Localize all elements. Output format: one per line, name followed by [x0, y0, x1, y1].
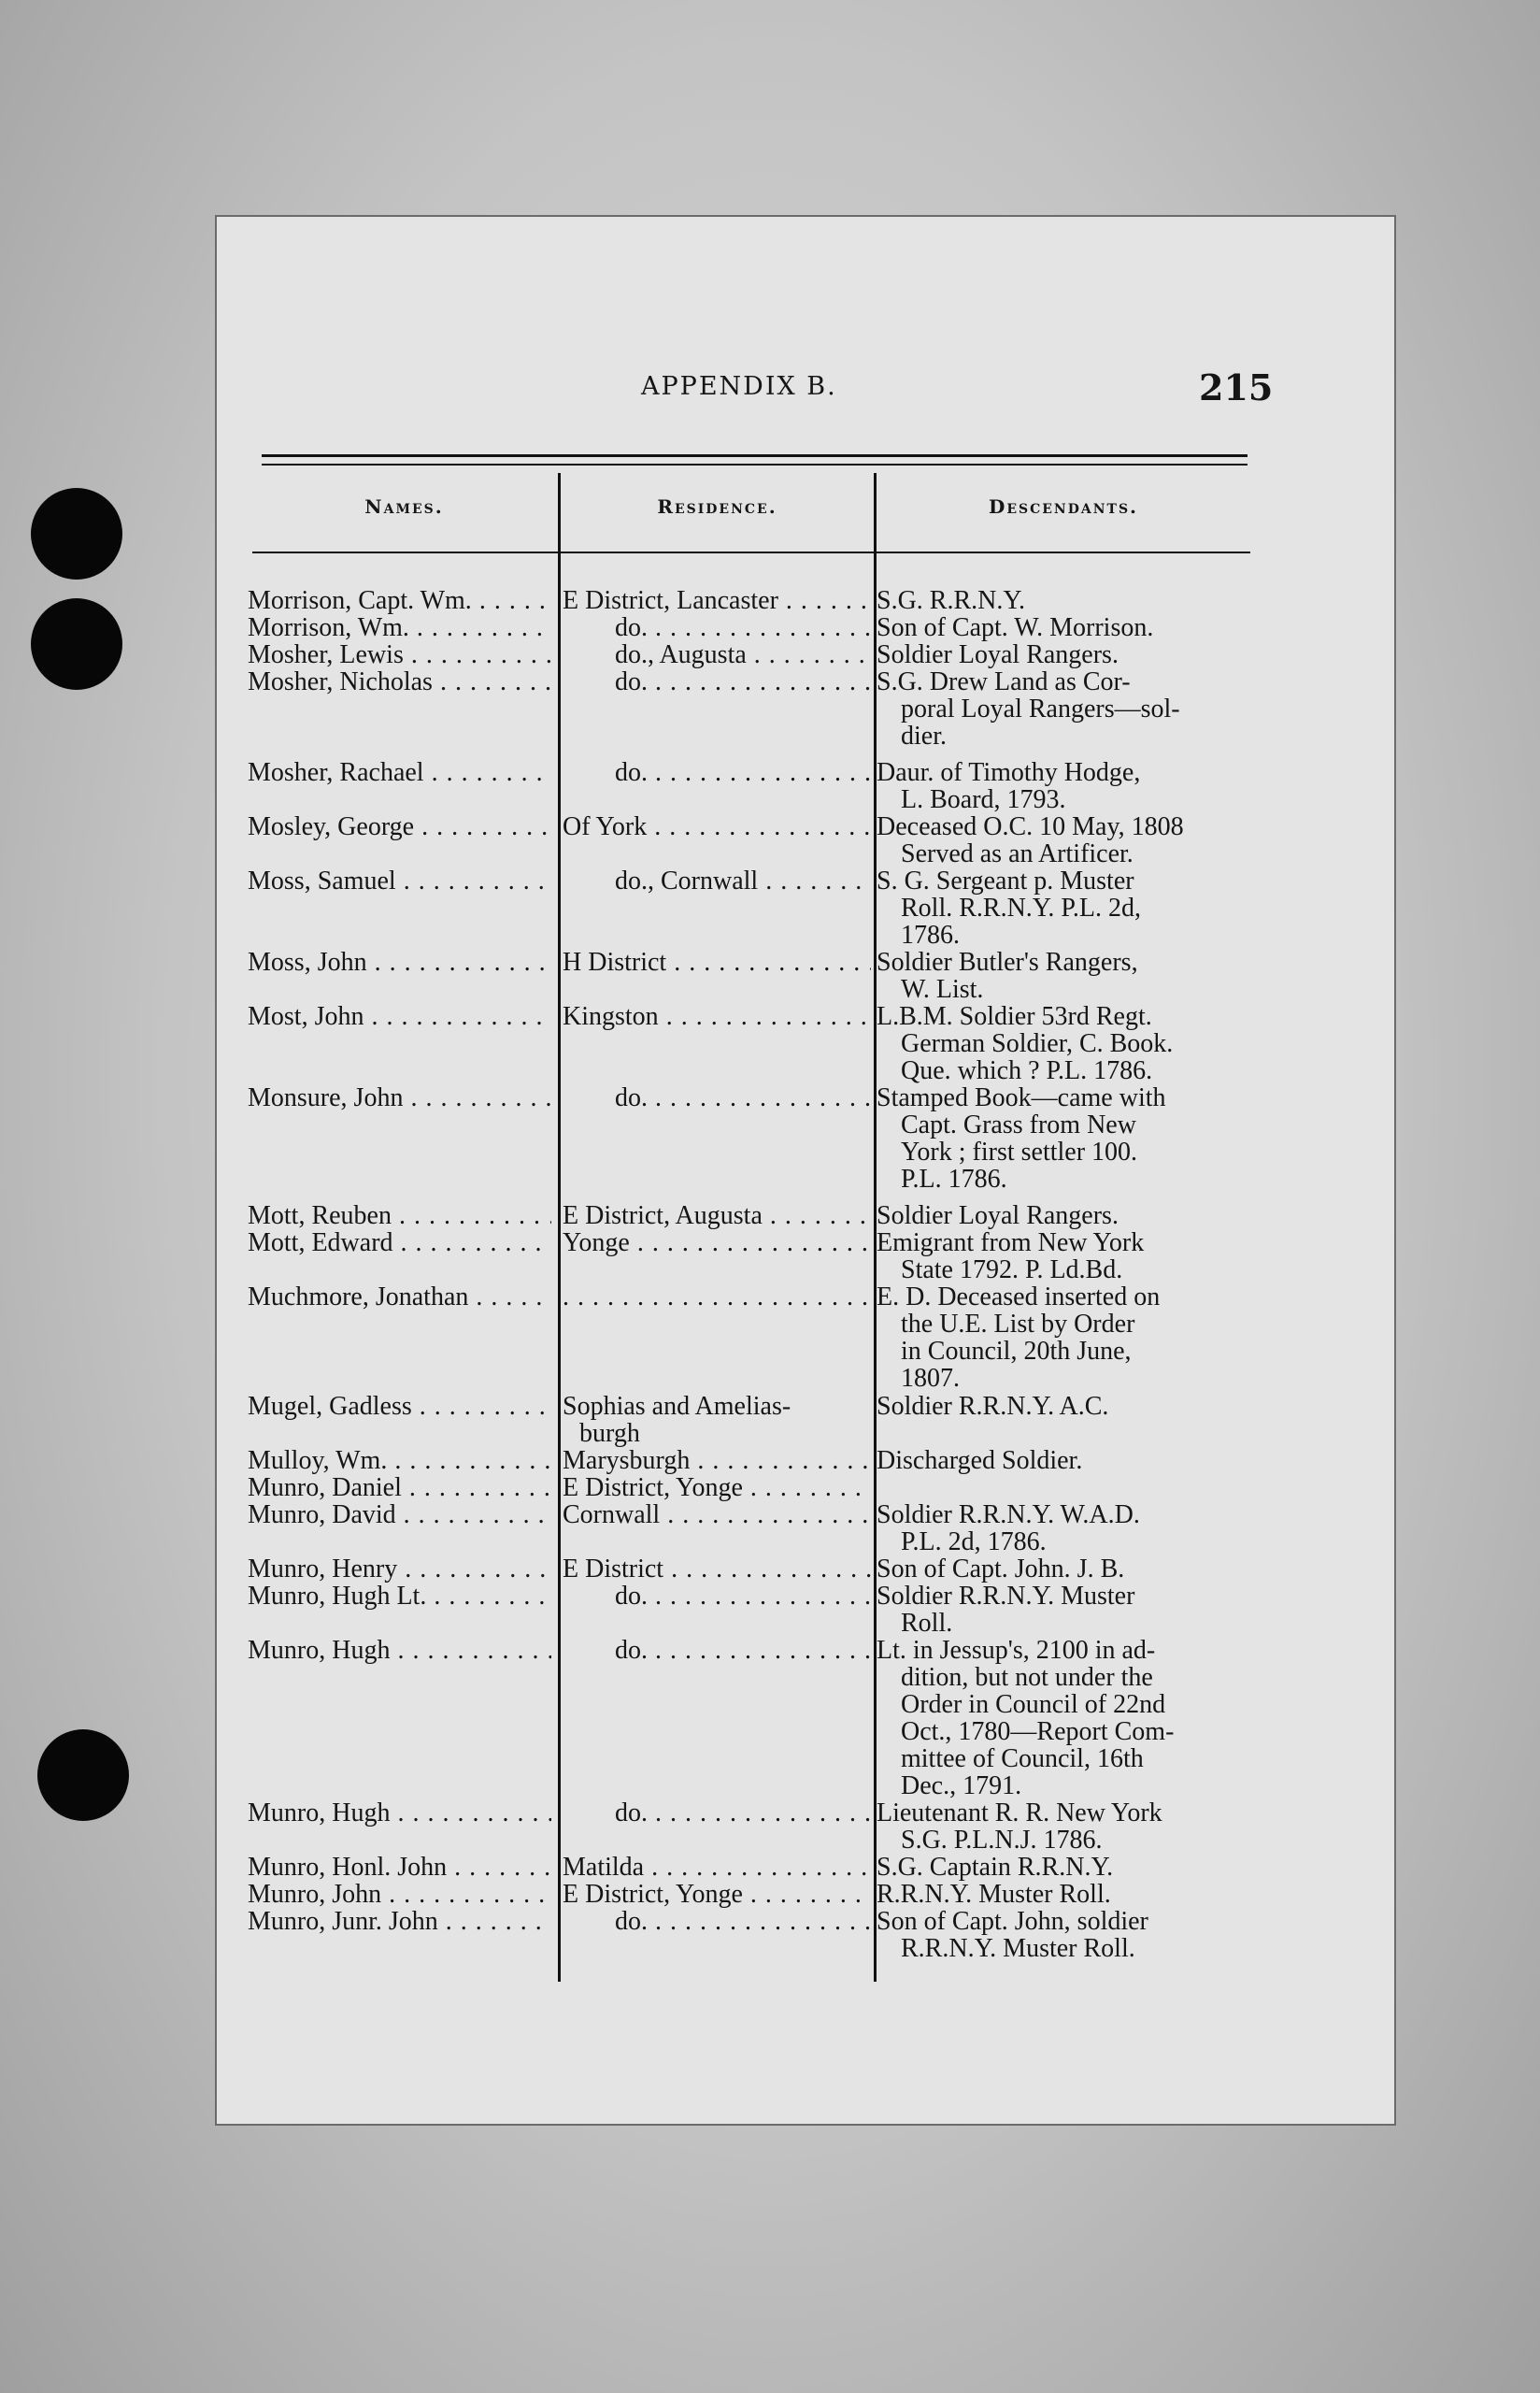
- descendants-line: German Soldier, C. Book.: [901, 1029, 1174, 1058]
- descendants-line: S.G. R.R.N.Y.: [877, 586, 1025, 615]
- row-name: Munro, Hugh . . .: [248, 1799, 551, 1827]
- row-descendants: [877, 614, 1250, 641]
- row-name: Morrison, Capt. Wm. . . .: [248, 587, 551, 614]
- descendants-line: Oct., 1780—Report Com-: [901, 1717, 1175, 1746]
- row-name: Munro, Junr. John . . .: [248, 1908, 551, 1935]
- row-descendants: [877, 1854, 1250, 1881]
- row-residence: do. . . .: [563, 759, 871, 786]
- descendants-line: Soldier R.R.N.Y. A.C.: [877, 1392, 1109, 1421]
- row-residence-continued: burgh: [579, 1420, 640, 1447]
- row-residence: E District, Yonge . . .: [563, 1881, 871, 1908]
- descendants-line: Roll. R.R.N.Y. P.L. 2d,: [901, 894, 1141, 923]
- descendants-line: S.G. P.L.N.J. 1786.: [901, 1826, 1103, 1855]
- row-residence: Kingston . . .: [563, 1003, 871, 1030]
- row-descendants: [877, 1501, 1250, 1555]
- column-header-descendants: Descendants.: [988, 495, 1139, 518]
- descendants-line: W. List.: [901, 975, 984, 1004]
- row-descendants: [877, 641, 1250, 668]
- descendants-line: Soldier Loyal Rangers.: [877, 640, 1119, 669]
- row-residence: [563, 1283, 871, 1311]
- row-name: Mulloy, Wm. . . .: [248, 1447, 551, 1474]
- row-descendants: [877, 1583, 1250, 1637]
- descendants-line: Lieutenant R. R. New York: [877, 1798, 1162, 1827]
- descendants-line: Emigrant from New York: [877, 1228, 1145, 1257]
- row-descendants: [877, 1283, 1250, 1392]
- row-residence: do. . . .: [563, 1084, 871, 1111]
- row-residence: do. . . .: [563, 1583, 871, 1610]
- row-name: Mott, Edward . . .: [248, 1229, 551, 1256]
- row-descendants: [877, 1908, 1250, 1962]
- row-residence: do. . . .: [563, 1908, 871, 1935]
- descendants-line: Roll.: [901, 1609, 953, 1638]
- row-residence: do. . . .: [563, 1637, 871, 1664]
- descendants-line: Son of Capt. W. Morrison.: [877, 613, 1154, 642]
- row-descendants: [877, 867, 1250, 949]
- row-residence: E District, Lancaster . . .: [563, 587, 871, 614]
- descendants-line: Deceased O.C. 10 May, 1808: [877, 812, 1184, 841]
- row-name: Mugel, Gadless . . .: [248, 1393, 551, 1420]
- row-residence: Of York . . .: [563, 813, 871, 840]
- descendants-line: Que. which ? P.L. 1786.: [901, 1056, 1153, 1085]
- row-residence: do. . . .: [563, 614, 871, 641]
- row-name: Mosher, Rachael . . .: [248, 759, 551, 786]
- descendants-line: poral Loyal Rangers—sol-: [901, 695, 1180, 724]
- descendants-line: State 1792. P. Ld.Bd.: [901, 1255, 1123, 1284]
- descendants-line: Order in Council of 22nd: [901, 1690, 1166, 1719]
- descendants-line: Son of Capt. John, soldier: [877, 1907, 1148, 1936]
- row-descendants: [877, 668, 1250, 750]
- row-residence: do., Cornwall . . .: [563, 867, 871, 895]
- row-residence: E District . . .: [563, 1555, 871, 1583]
- row-descendants: [877, 1555, 1250, 1583]
- descendants-line: Discharged Soldier.: [877, 1446, 1083, 1475]
- descendants-line: P.L. 1786.: [901, 1165, 1007, 1194]
- row-residence: do. . . .: [563, 1799, 871, 1827]
- descendants-line: Soldier R.R.N.Y. Muster: [877, 1582, 1135, 1611]
- row-name: Mosher, Lewis . . .: [248, 641, 551, 668]
- row-residence: do., Augusta . . .: [563, 641, 871, 668]
- row-name: Mosher, Nicholas . . .: [248, 668, 551, 695]
- descendants-line: Dec., 1791.: [901, 1771, 1022, 1800]
- row-descendants: [877, 1637, 1250, 1799]
- row-name: Moss, Samuel . . .: [248, 867, 551, 895]
- row-descendants: [877, 949, 1250, 1003]
- descendants-line: S. G. Sergeant p. Muster: [877, 867, 1134, 896]
- row-residence: Matilda . . .: [563, 1854, 871, 1881]
- row-name: Mosley, George . . .: [248, 813, 551, 840]
- descendants-line: R.R.N.Y. Muster Roll.: [877, 1880, 1111, 1909]
- descendants-line: Lt. in Jessup's, 2100 in ad-: [877, 1636, 1156, 1665]
- descendants-line: Capt. Grass from New: [901, 1111, 1136, 1139]
- row-residence: Marysburgh . . .: [563, 1447, 871, 1474]
- row-residence: E District, Yonge . . .: [563, 1474, 871, 1501]
- descendants-line: L. Board, 1793.: [901, 785, 1066, 814]
- descendants-line: L.B.M. Soldier 53rd Regt.: [877, 1002, 1152, 1031]
- row-name: Most, John . . .: [248, 1003, 551, 1030]
- row-descendants: [877, 1447, 1250, 1474]
- row-residence: Sophias and Amelias-: [563, 1393, 791, 1420]
- row-name: Munro, Hugh Lt. . . .: [248, 1583, 551, 1610]
- row-descendants: [877, 1799, 1250, 1854]
- row-descendants: [877, 1084, 1250, 1193]
- row-name: Morrison, Wm. . . .: [248, 614, 551, 641]
- descendants-line: Soldier Loyal Rangers.: [877, 1201, 1119, 1230]
- column-header-names: Names.: [364, 495, 444, 518]
- row-residence: do. . . .: [563, 668, 871, 695]
- row-name: Mott, Reuben . . .: [248, 1202, 551, 1229]
- row-descendants: [877, 1393, 1250, 1420]
- descendants-line: Served as an Artificer.: [901, 839, 1134, 868]
- row-descendants: [877, 759, 1250, 813]
- descendants-line: 1786.: [901, 921, 960, 950]
- row-name: Monsure, John . . .: [248, 1084, 551, 1111]
- row-descendants: [877, 587, 1250, 614]
- descendants-line: the U.E. List by Order: [901, 1310, 1135, 1339]
- descendants-line: in Council, 20th June,: [901, 1337, 1132, 1366]
- descendants-line: R.R.N.Y. Muster Roll.: [901, 1934, 1135, 1963]
- row-residence: H District . . .: [563, 949, 871, 976]
- descendants-line: P.L. 2d, 1786.: [901, 1527, 1047, 1556]
- column-header-residence: Residence.: [657, 495, 777, 518]
- row-descendants: [877, 813, 1250, 867]
- row-descendants: [877, 1229, 1250, 1283]
- page-number: 215: [1199, 366, 1274, 408]
- descendants-line: S.G. Drew Land as Cor-: [877, 667, 1131, 696]
- row-residence: E District, Augusta . . .: [563, 1202, 871, 1229]
- row-descendants: [877, 1003, 1250, 1084]
- descendants-line: Daur. of Timothy Hodge,: [877, 758, 1141, 787]
- descendants-line: dition, but not under the: [901, 1663, 1153, 1692]
- descendants-line: E. D. Deceased inserted on: [877, 1282, 1161, 1311]
- running-head: APPENDIX B.: [641, 372, 837, 401]
- row-descendants: [877, 1881, 1250, 1908]
- descendants-line: Stamped Book—came with: [877, 1083, 1166, 1112]
- descendants-line: Soldier Butler's Rangers,: [877, 948, 1138, 977]
- row-descendants: [877, 1202, 1250, 1229]
- row-name: Munro, Honl. John . . .: [248, 1854, 551, 1881]
- row-name: Munro, John . . .: [248, 1881, 551, 1908]
- descendants-line: 1807.: [901, 1364, 960, 1393]
- descendants-line: mittee of Council, 16th: [901, 1744, 1144, 1773]
- row-name: Munro, Henry . . .: [248, 1555, 551, 1583]
- descendants-line: York ; first settler 100.: [901, 1138, 1138, 1167]
- row-name: Munro, Hugh . . .: [248, 1637, 551, 1664]
- row-name: Munro, David . . .: [248, 1501, 551, 1528]
- row-residence: Yonge . . .: [563, 1229, 871, 1256]
- row-name: Moss, John . . .: [248, 949, 551, 976]
- row-name: Munro, Daniel . . .: [248, 1474, 551, 1501]
- descendants-line: S.G. Captain R.R.N.Y.: [877, 1853, 1114, 1882]
- row-residence: Cornwall . . .: [563, 1501, 871, 1528]
- descendants-line: Son of Capt. John. J. B.: [877, 1555, 1125, 1583]
- row-name: Muchmore, Jonathan . . .: [248, 1283, 551, 1311]
- descendants-line: dier.: [901, 722, 947, 751]
- descendants-line: Soldier R.R.N.Y. W.A.D.: [877, 1500, 1140, 1529]
